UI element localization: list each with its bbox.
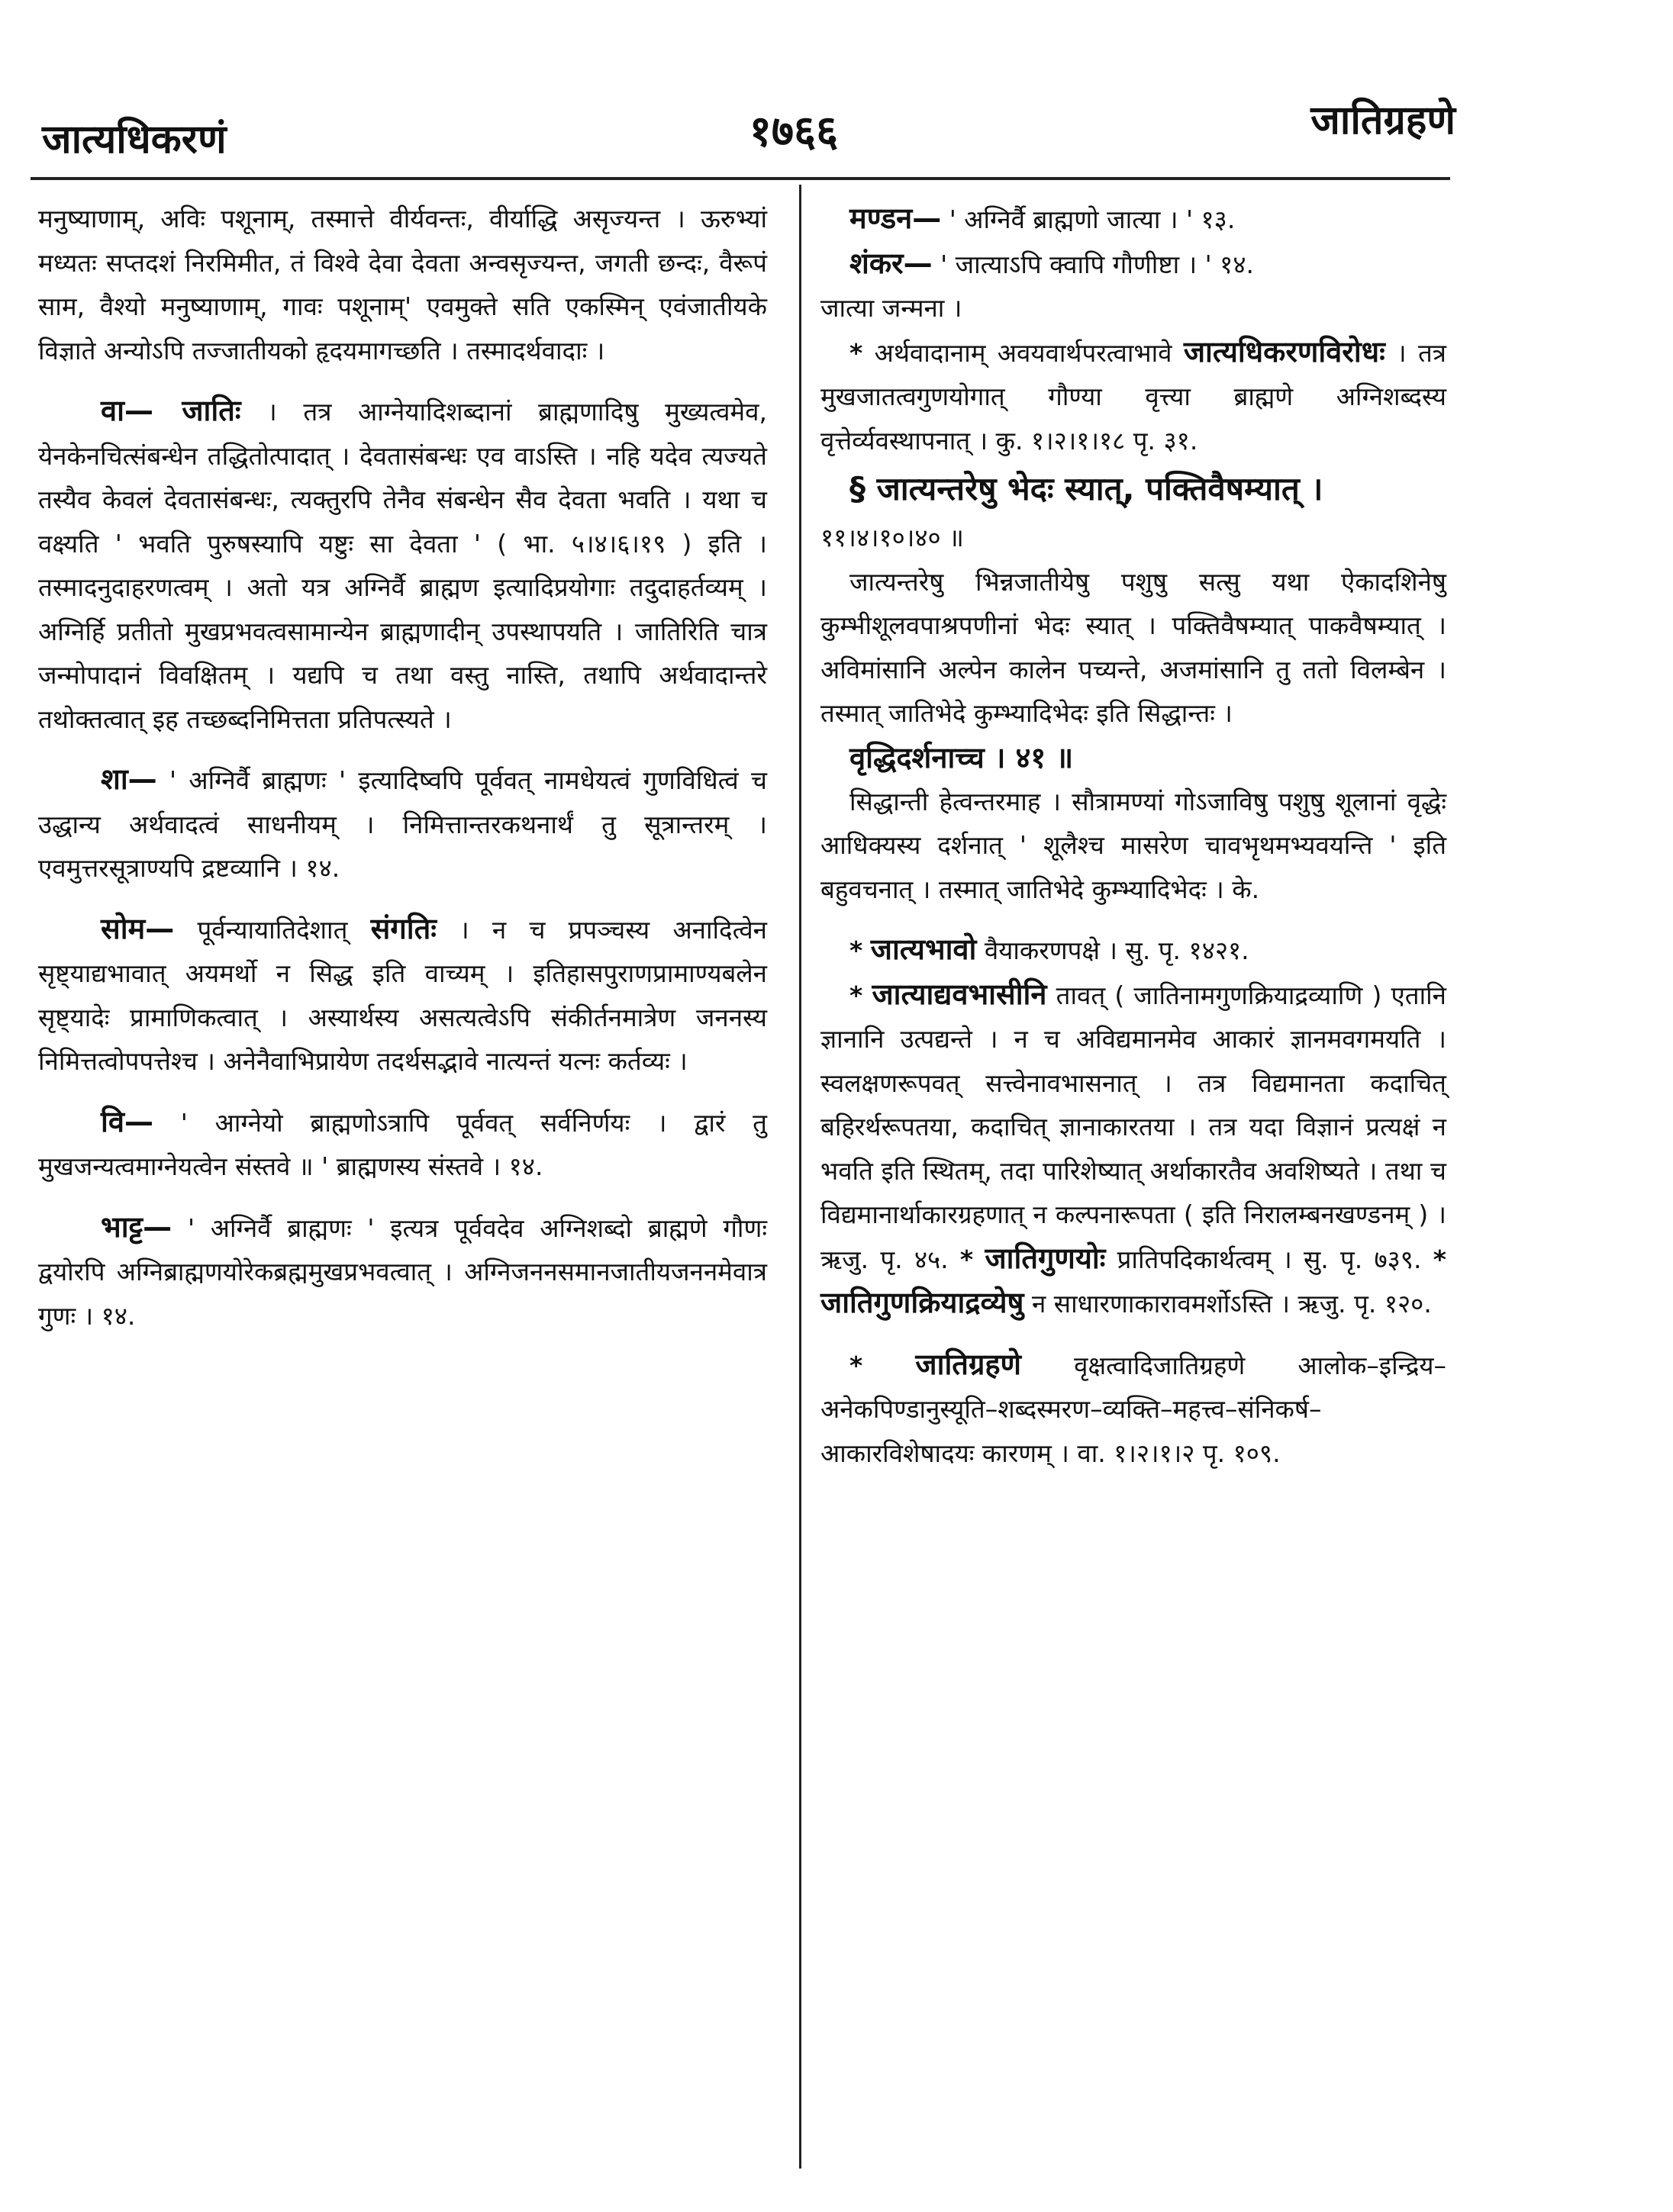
left-paragraph-va-text: । तत्र आग्नेयादिशब्दानां ब्राह्मणादिषु मुख्यत्वमेव, येनकेनचित्संबन्धेन तद्धितोत्पादात् । देवतासंबन्धः एव वाऽस्ति । नहि यदेव त्यज्यते तस्यैव केवलं देवतासंबन्धः, त्यक्तुरपि तेनैव संबन्धेन सैव देवता भवति । यथा च वक्ष्यति ' भवति पुरुषस्यापि यष्टुः सा देवता ' ( भा. ५।४।६।१९ ) इति । तस्मादनुदाहरणत्वम् । अतो यत्र अग्निर्वै ब्राह्मण इत्यादिप्रयोगाः तदुदाहर्तव्यम् । अग्निर्हि प्रतीतो मुखप्रभवत्वसामान्येन ब्राह्मणादीन् उपस्थापयति । जातिरिति चात्र जन्मोपादानं विवक्षितम् । यद्यपि च तथा वस्तु नास्ति, तथापि अर्थवादान्तरे तथोक्तत्वात् इह तच्छब्दनिमित्तता प्रतिपत्स्यते । — [38, 397, 767, 734]
right-shankara-gloss: जात्या जन्मना । — [820, 293, 962, 323]
left-paragraph-sha-text: ' अग्निर्वै ब्राह्मणः ' इत्यादिष्वपि पूर्ववत् नामधेयत्वं गुणविधित्वं च उद्धान्य अर्थवादत्वं साधनीयम् । निमित्तान्तरकथनार्थं तु सूत्रान्तरम् । एवमुत्तरसूत्राण्यपि द्रष्टव्यानि । १४. — [38, 765, 767, 883]
left-paragraph-vi-text: ' आग्नेयो ब्राह्मणोऽत्रापि पूर्ववत् सर्वनिर्णयः । द्वारं तु मुखजन्यत्वमाग्नेयत्वेन संस्तवे ॥ ' ब्राह्मणस्य संस्तवे । १४. — [38, 1107, 767, 1181]
right-jatyadi-note — [820, 973, 1446, 1326]
jatyabhava-keyword: जात्यभावो — [870, 932, 977, 966]
speaker-vi: वि— — [101, 1104, 153, 1138]
right-jatigunakriya-text: न साधारणाकारावमर्शोऽस्ति । ऋजु. पृ. १२०. — [1032, 1289, 1432, 1319]
left-paragraph-va — [38, 389, 767, 741]
right-arthavada-note — [820, 330, 1446, 463]
right-column — [820, 197, 1446, 1475]
running-head-right: जातिग्रहणे — [1310, 98, 1455, 143]
sutra-heading — [820, 465, 1446, 513]
left-paragraph-vi — [38, 1100, 767, 1189]
speaker-mandana: मण्डन— — [849, 201, 942, 235]
speaker-shankara: शंकर— — [849, 246, 933, 280]
asterisk-mark: * — [1433, 1244, 1446, 1274]
left-paragraph-soma-text: । न च प्रपञ्चस्य अनादित्वेन सृष्ट्याद्यभावात् अयमर्थो न सिद्ध इति वाच्यम् । इतिहासपुराणप्रामाण्यबलेन सृष्ट्यादेः प्रामाणिकत्वात् । अस्यार्थस्य असत्यत्वेऽपि संकीर्तनमात्रेण जननस्य निमित्तत्वोपपत्तेश्च । अनेनैवाभिप्रायेण तदर्थसद्भावे नात्यन्तं यत्नः कर्तव्यः । — [38, 914, 767, 1076]
asterisk-mark: * — [849, 980, 863, 1010]
sutra2-heading: वृद्धिदर्शनाच्च । ४१ ॥ — [849, 740, 1074, 774]
page-number: १७६६ — [749, 107, 839, 156]
speaker-va: वा— जातिः — [101, 394, 241, 427]
arthavada-keyword: जात्यधिकरणविरोधः — [1183, 334, 1385, 369]
right-arthavada-text: । तत्र मुखजातत्वगुणयोगात् गौण्या वृत्त्या ब्राह्मणे अग्निशब्दस्य वृत्तेर्व्यवस्थापनात् । कु. १।२।१।१८ पृ. ३१. — [820, 337, 1446, 456]
right-jatigrahane-text: वृक्षत्वादिजातिग्रहणे आलोक–इन्द्रिय–अनेकपिण्डानुस्यूति–शब्दस्मरण–व्यक्ति–महत्त्व–संनिकर्ष–आकारविशेषादयः कारणम् । वा. १।२।१।२ पृ. १०९. — [820, 1350, 1447, 1468]
running-head-left: जात्यधिकरणं — [42, 117, 227, 163]
left-paragraph-bhatta-text: ' अग्निर्वै ब्राह्मणः ' इत्यत्र पूर्ववदेव अग्निशब्दो ब्राह्मणे गौणः द्वयोरपि अग्निब्राह्मणयोरेकब्रह्ममुखप्रभवत्वात् । अग्निजननसमानजातीयजननमेवात्र गुणः । १४. — [38, 1212, 767, 1331]
speaker-sha: शा— — [101, 762, 157, 796]
right-mandana — [820, 197, 1446, 242]
arthavada-lead: अर्थवादानाम् अवयवार्थपरत्वाभावे — [874, 337, 1172, 368]
left-paragraph-1 — [38, 197, 767, 372]
right-mandana-text: ' अग्निर्वै ब्राह्मणो जात्या । ' १३. — [949, 204, 1236, 234]
soma-lead: पूर्वन्यायातिदेशात् — [197, 914, 348, 945]
right-jatigrahane-note — [820, 1343, 1446, 1476]
sutra-text: जात्यन्तरेषु भेदः स्यात्, पक्तिवैषम्यात् । — [876, 470, 1323, 507]
asterisk-mark: * — [849, 337, 863, 368]
jatigunayoh-keyword: जातिगुणयोः — [985, 1241, 1106, 1275]
asterisk-mark: * — [849, 1350, 863, 1380]
page-header — [0, 84, 1673, 168]
soma-keyword: संगतिः — [370, 911, 437, 945]
speaker-bhatta: भाट्ट— — [101, 1209, 172, 1244]
speaker-soma: सोम— — [101, 911, 175, 945]
right-siddhanti: सिद्धान्ती हेत्वन्तरमाह । सौत्रामण्यां गोऽजाविषु पशुषु शूलानां वृद्धेः आधिक्यस्य दर्शनात् ' शूलैश्च मासरेण चावभृथमभ्यवयन्ति ' इति बहुवचनात् । तस्मात् जातिभेदे कुम्भ्यादिभेदः । के. — [820, 786, 1446, 904]
right-shankara — [820, 242, 1446, 287]
jatyadi-keyword: जात्याद्यवभासीनि — [872, 977, 1047, 1011]
left-paragraph-sha — [38, 758, 767, 890]
left-column — [38, 197, 767, 1338]
column-divider — [799, 185, 801, 2169]
jatigrahane-keyword: जातिग्रहणे — [915, 1347, 1022, 1381]
right-jatyabhava-note — [820, 928, 1446, 973]
left-paragraph-1-text: मनुष्याणाम्, अविः पशूनाम्, तस्मात्ते वीर्यवन्तः, वीर्याद्धि असृज्यन्त । ऊरुभ्यां मध्यतः सप्तदशं निरमिमीत, तं विश्वे देवा देवता अन्वसृज्यन्त, जगती छन्दः, वैरूपं साम, वैश्यो मनुष्याणाम्, गावः पशूनाम्' एवमुक्ते सति एकस्मिन् एवंजातीयके विज्ञाते अन्योऽपि तज्जातीयको हृदयमागच्छति । तस्मादर्थवादाः । — [38, 204, 767, 365]
right-sutra-commentary: जात्यन्तरेषु भिन्नजातीयेषु पशुषु सत्सु यथा ऐकादशिनेषु कुम्भीशूलवपाश्रपणीनां भेदः स्यात् । पक्तिवैषम्यात् पाकवैषम्यात् । अविमांसानि अल्पेन कालेन पच्यन्ते, अजमांसानि तु ततो विलम्बेन । तस्मात् जातिभेदे कुम्भ्यादिभेदः इति सिद्धान्तः । — [820, 566, 1446, 728]
asterisk-mark: * — [849, 935, 863, 965]
right-shankara-text: ' जात्याऽपि क्वापि गौणीष्टा । ' १४. — [940, 249, 1254, 279]
right-jatigunayoh-text: प्रातिपदिकार्थत्वम् । सु. पृ. ७३९. — [1117, 1244, 1422, 1274]
jatigunakriya-keyword: जातिगुणक्रियाद्रव्येषु — [820, 1286, 1024, 1319]
sutra-reference: ११।४।१०।४० ॥ — [820, 523, 964, 552]
right-jatyabhava-text: वैयाकरणपक्षे । सु. पृ. १४२१. — [984, 935, 1249, 965]
left-paragraph-soma — [38, 907, 767, 1083]
asterisk-mark: * — [959, 1244, 974, 1274]
left-paragraph-bhatta — [38, 1206, 767, 1338]
header-rule — [31, 177, 1450, 180]
sutra-mark: § — [849, 470, 866, 507]
right-jatyadi-text: तावत् ( जातिनामगुणक्रियाद्रव्याणि ) एतानि ज्ञानानि उत्पद्यन्ते । न च अविद्यमानमेव आकारं ज्ञानमवगमयति । स्वलक्षणरूपवत् सत्त्वेनावभासनात् । तत्र विद्यमानता कदाचित् बहिरर्थरूपतया, कदाचित् ज्ञानाकारतया । तत्र यदा विज्ञानं प्रत्यक्षं न भवति इति स्थितम्, तदा पारिशेष्यात् अर्थाकारतैव अवशिष्यते । तथा च विद्यमानार्थाकारग्रहणात् न कल्पनारूपता ( इति निरालम्बनखण्डनम् ) । ऋजु. पृ. ४५. — [820, 980, 1446, 1274]
